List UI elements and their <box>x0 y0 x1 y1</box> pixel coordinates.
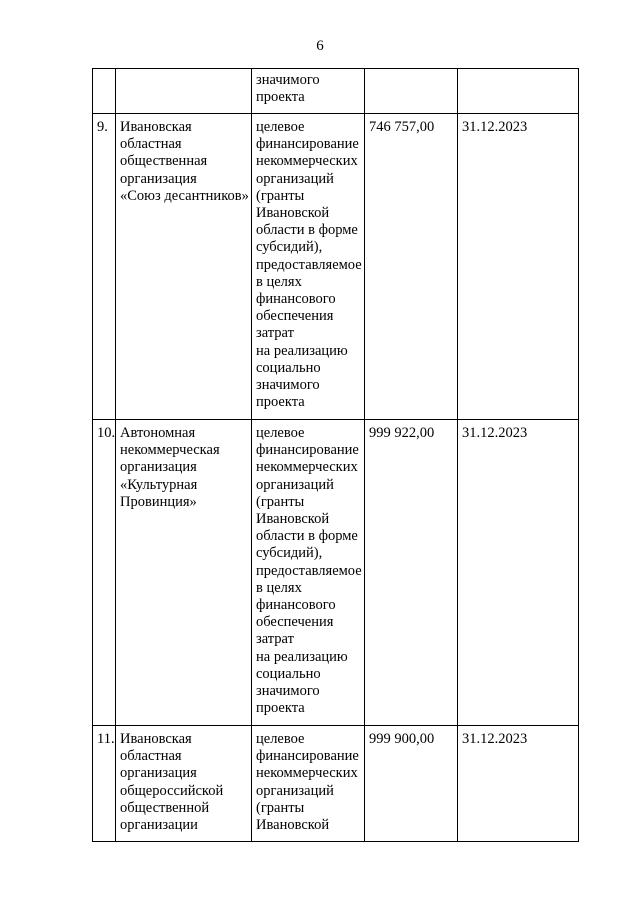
cell-number <box>93 69 116 114</box>
cell-recipient <box>116 69 252 114</box>
cell-recipient <box>116 726 252 842</box>
purpose-line: некоммерческих <box>256 765 358 782</box>
purpose-line: социально <box>256 359 321 376</box>
purpose-line: некоммерческих <box>256 459 358 476</box>
table-row <box>93 114 579 420</box>
purpose-line: организаций <box>256 782 334 799</box>
recipient-line: общественная <box>120 153 208 170</box>
purpose-line: значимого <box>256 72 320 88</box>
purpose-line: Ивановской <box>256 205 330 222</box>
table-row <box>93 420 579 726</box>
purpose-line: финансирование <box>256 748 359 765</box>
purpose-line: обеспечения <box>256 614 334 631</box>
purpose-line: финансового <box>256 291 336 308</box>
purpose-line: субсидий), <box>256 239 323 256</box>
cell-date <box>458 69 579 114</box>
purpose-line: области в форме <box>256 528 358 545</box>
page-number: 6 <box>316 38 324 54</box>
cell-amount: 999 900,00 <box>365 726 458 842</box>
recipient-line: Ивановская <box>120 731 192 747</box>
purpose-line: финансирование <box>256 442 359 459</box>
recipient-line: организации <box>120 817 198 834</box>
cell-purpose <box>252 114 365 420</box>
table-row-continuation <box>93 69 579 114</box>
purpose-line: (гранты <box>256 493 305 510</box>
purpose-line: в целях <box>256 579 302 596</box>
table-row <box>93 726 579 842</box>
purpose-line: Ивановской <box>256 817 330 834</box>
cell-purpose <box>252 726 365 842</box>
cell-amount <box>365 69 458 114</box>
recipient-line: «Культурная <box>120 476 198 493</box>
cell-amount: 746 757,00 <box>365 114 458 420</box>
cell-number: 11. <box>93 726 116 842</box>
purpose-line: субсидий), <box>256 545 323 562</box>
purpose-line: целевое <box>256 119 305 135</box>
cell-number: 9. <box>93 114 116 420</box>
cell-date: 31.12.2023 <box>458 726 579 842</box>
purpose-line: предоставляемое <box>256 562 362 579</box>
purpose-line: целевое <box>256 731 305 747</box>
purpose-line: некоммерческих <box>256 153 358 170</box>
cell-purpose <box>252 420 365 726</box>
cell-date: 31.12.2023 <box>458 420 579 726</box>
purpose-line: затрат <box>256 631 294 648</box>
purpose-line: предоставляемое <box>256 256 362 273</box>
cell-number: 10. <box>93 420 116 726</box>
cell-date: 31.12.2023 <box>458 114 579 420</box>
purpose-line: организаций <box>256 170 334 187</box>
purpose-line: социально <box>256 665 321 682</box>
purpose-line: обеспечения <box>256 308 334 325</box>
recipient-line: организация <box>120 459 197 476</box>
purpose-line: проекта <box>256 89 305 106</box>
recipient-line: областная <box>120 136 182 153</box>
recipient-line: Ивановская <box>120 119 192 135</box>
purpose-line: (гранты <box>256 799 305 816</box>
recipient-line: общественной <box>120 799 210 816</box>
purpose-line: в целях <box>256 273 302 290</box>
purpose-line: проекта <box>256 700 305 717</box>
recipient-line: Провинция» <box>120 493 197 510</box>
recipient-line: организация <box>120 170 197 187</box>
purpose-line: Ивановской <box>256 511 330 528</box>
purpose-line: финансового <box>256 597 336 614</box>
purpose-line: проекта <box>256 394 305 411</box>
purpose-line: значимого <box>256 683 320 700</box>
purpose-line: на реализацию <box>256 648 348 665</box>
purpose-line: организаций <box>256 476 334 493</box>
recipient-line: областная <box>120 748 182 765</box>
cell-recipient <box>116 114 252 420</box>
recipient-line: некоммерческая <box>120 442 220 459</box>
purpose-line: значимого <box>256 377 320 394</box>
purpose-line: на реализацию <box>256 342 348 359</box>
cell-recipient <box>116 420 252 726</box>
recipient-line: «Союз десантников» <box>120 187 249 204</box>
purpose-line: целевое <box>256 425 305 441</box>
purpose-line: финансирование <box>256 136 359 153</box>
purpose-line: области в форме <box>256 222 358 239</box>
grants-table <box>92 68 579 842</box>
recipient-line: общероссийской <box>120 782 224 799</box>
recipient-line: организация <box>120 765 197 782</box>
purpose-line: (гранты <box>256 187 305 204</box>
recipient-line: Автономная <box>120 425 196 441</box>
purpose-line: затрат <box>256 325 294 342</box>
cell-amount: 999 922,00 <box>365 420 458 726</box>
cell-purpose <box>252 69 365 114</box>
